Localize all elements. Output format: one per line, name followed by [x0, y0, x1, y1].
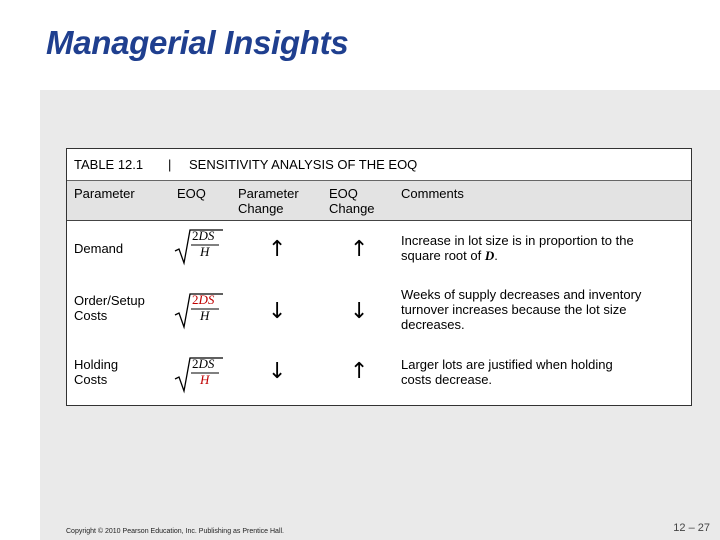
header-parameter-change-line1: Parameter	[238, 186, 299, 201]
row-parameter	[74, 241, 123, 256]
eoq-change-up-arrow-icon: ↑	[350, 237, 369, 262]
formula-numerator	[192, 229, 214, 243]
caption-separator: |	[168, 157, 172, 172]
formula-denominator: H	[200, 308, 210, 323]
formula-numerator	[192, 357, 214, 371]
table-row-demand	[67, 225, 691, 287]
parameter-change-up-arrow-icon: ↑	[268, 237, 287, 262]
formula-numerator	[192, 293, 214, 307]
row-comment	[401, 233, 687, 263]
table-caption: SENSITIVITY ANALYSIS OF THE EOQ	[189, 157, 418, 172]
formula-two: 2	[192, 356, 199, 371]
formula-numerator-vars: DS	[198, 292, 215, 307]
formula-numerator-vars: DS	[198, 228, 215, 243]
eoq-change-up-arrow-icon: ↑	[350, 359, 369, 384]
table-caption-row	[67, 149, 691, 181]
comment-line2	[401, 248, 687, 263]
formula-denominator: H	[200, 244, 210, 259]
eoq-change-down-arrow-icon: ↓	[350, 299, 369, 324]
parameter-change-down-arrow-icon: ↓	[268, 359, 287, 384]
header-eoq-change-line2: Change	[329, 201, 375, 216]
eoq-formula	[173, 355, 225, 395]
header-comments: Comments	[401, 186, 464, 201]
table-row-order-setup-costs	[67, 287, 691, 349]
eoq-formula	[173, 291, 225, 331]
header-eoq-change-line1: EOQ	[329, 186, 358, 201]
sensitivity-table	[66, 148, 692, 406]
comment-line2-end: .	[494, 248, 498, 263]
header-eoq: EOQ	[177, 186, 206, 201]
table-header-row	[67, 181, 691, 221]
comment-line3: decreases.	[401, 317, 465, 332]
header-parameter-change	[238, 186, 299, 216]
comment-line1: Weeks of supply decreases and inventory	[401, 287, 642, 302]
row-parameter	[74, 357, 118, 387]
eoq-formula	[173, 227, 225, 267]
copyright-notice: Copyright © 2010 Pearson Education, Inc. Publishing as Prentice Hall.	[66, 528, 285, 535]
comment-line2-text: square root of	[401, 248, 485, 263]
formula-two: 2	[192, 228, 199, 243]
row-parameter-line1: Order/Setup	[74, 293, 145, 308]
row-parameter-line2: Costs	[74, 308, 108, 323]
row-parameter-line1: Demand	[74, 241, 124, 256]
formula-two: 2	[192, 292, 199, 307]
slide-title: Managerial Insights	[46, 24, 349, 61]
comment-variable: D	[484, 248, 495, 263]
row-comment	[401, 357, 687, 387]
table-label: TABLE 12.1	[74, 157, 144, 172]
row-parameter-line2: Costs	[74, 372, 108, 387]
row-parameter-line1: Holding	[74, 357, 119, 372]
formula-denominator: H	[200, 372, 210, 387]
comment-line1: Larger lots are justified when holding	[401, 357, 613, 372]
parameter-change-down-arrow-icon: ↓	[268, 299, 287, 324]
header-parameter: Parameter	[74, 186, 135, 201]
comment-line2: costs decrease.	[401, 372, 493, 387]
comment-line2: turnover increases because the lot size	[401, 302, 627, 317]
header-eoq-change	[329, 186, 375, 216]
header-parameter-change-line2: Change	[238, 201, 284, 216]
formula-numerator-vars: DS	[198, 356, 215, 371]
table-row-holding-costs	[67, 351, 691, 413]
slide-number: 12 – 27	[673, 522, 710, 534]
row-comment	[401, 287, 687, 332]
comment-line1: Increase in lot size is in proportion to the	[401, 233, 634, 248]
row-parameter	[74, 293, 145, 323]
